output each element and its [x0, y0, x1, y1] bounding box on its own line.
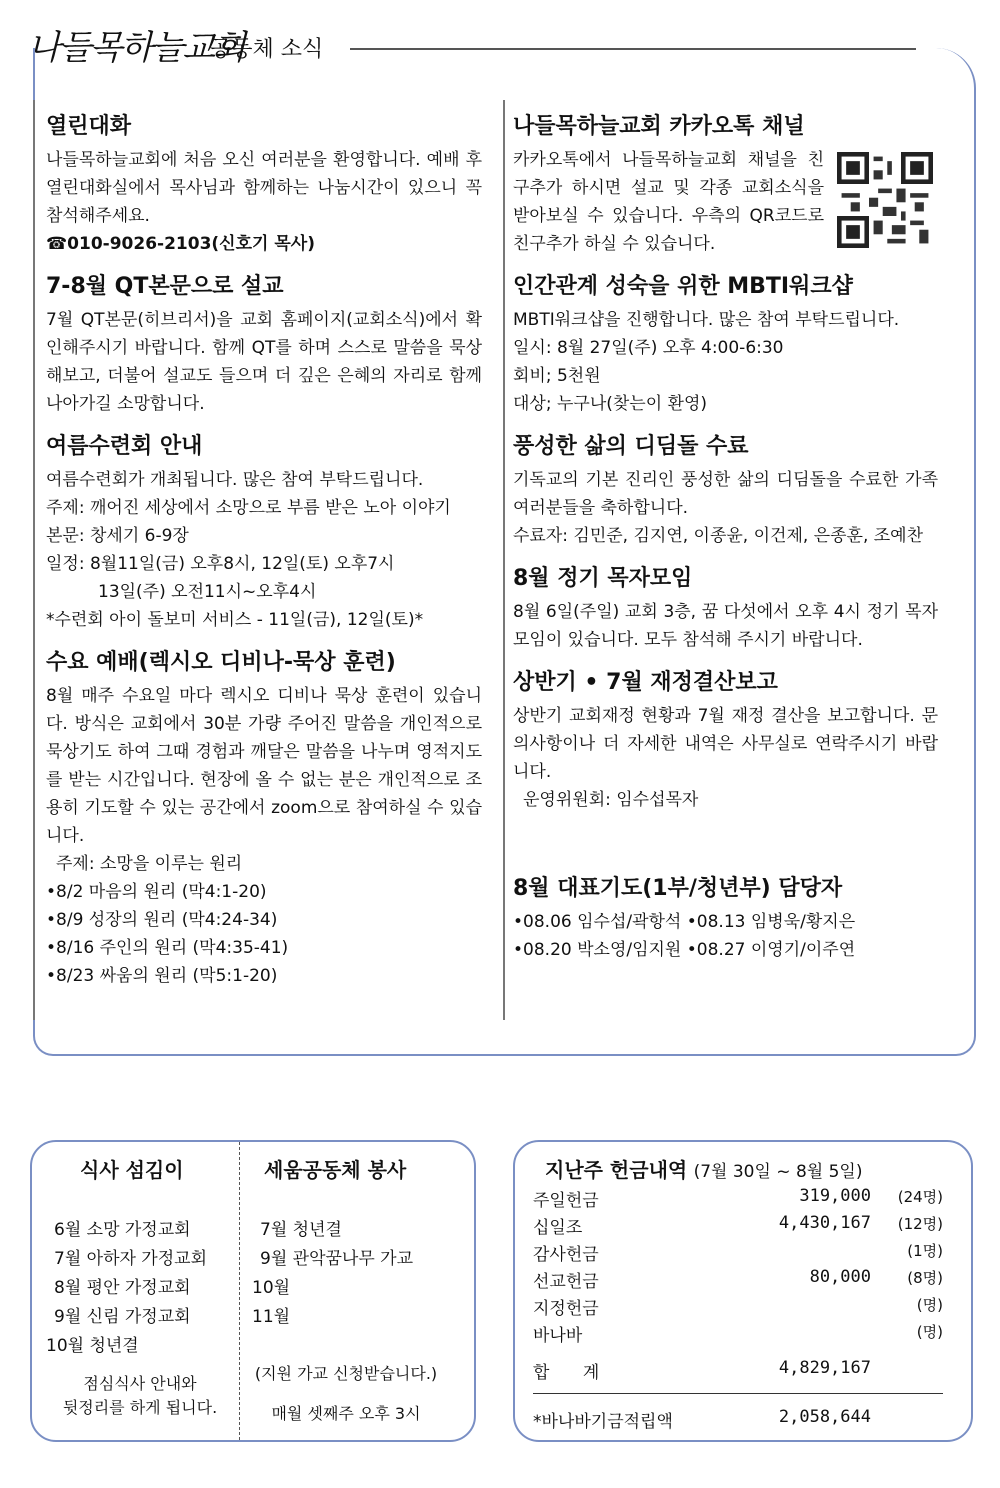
service-item: 9월 관악꿈나무 가교 [260, 1249, 413, 1269]
worship-theme: 주제: 소망을 이루는 원리 [56, 854, 243, 874]
service-item: 7월 청년결 [260, 1220, 342, 1240]
wednesday-worship-section [46, 648, 482, 990]
prayer-duty-section [513, 874, 938, 964]
offering-count: (8명) [907, 1269, 943, 1287]
worship-item: •8/9 성장의 원리 (막4:24-34) [46, 910, 278, 930]
offering-table [533, 1186, 943, 1434]
offering-row [533, 1186, 943, 1213]
retreat-line: 일정: 8월11일(금) 오후8시, 12일(토) 오후7시 [46, 554, 395, 574]
offering-row [533, 1294, 943, 1321]
mbti-body [513, 306, 938, 418]
offering-count: (24명) [897, 1188, 943, 1206]
service-title: 세움공동체 봉사 [264, 1158, 407, 1182]
kakao-channel-section [513, 112, 938, 258]
prayer-row: •08.06 임수섭/곽항석 •08.13 임병욱/황지은 [513, 912, 856, 932]
offering-label: 선교헌금 [533, 1272, 599, 1292]
church-logo: 나들목하늘교회 [28, 28, 244, 68]
open-talk-text: 나들목하늘교회에 처음 오신 여러분을 환영합니다. 예배 후 열린대화실에서 목사님과 함께하는 나눔시간이 있으니 꼭 참석해주세요. [46, 150, 482, 226]
offering-count: (1명) [907, 1242, 943, 1260]
meal-item: 10월 청년결 [46, 1336, 139, 1356]
offering-total: 4,829,167 [778, 1358, 871, 1378]
steppingstone-line: 기독교의 기본 진리인 풍성한 삶의 디딤돌을 수료한 가족 여러분들을 축하합니다. [513, 470, 938, 518]
steppingstone-line: 수료자: 김민준, 김지연, 이종윤, 이건제, 은종훈, 조예찬 [513, 526, 924, 546]
retreat-line: 여름수련회가 개최됩니다. 많은 참여 부탁드립니다. [46, 470, 424, 490]
open-talk-section [46, 112, 482, 258]
offering-row [533, 1267, 943, 1294]
qt-sermon-text: 7월 QT본문(히브리서)을 교회 홈페이지(교회소식)에서 확인해주시기 바랍니다. 함께 QT를 하며 스스로 말씀을 묵상해보고, 더불어 설교도 들으며 더 깊은 은혜의 자리로 함께 나아가길 소망합니다. [46, 310, 482, 414]
service-list [252, 1216, 413, 1332]
banaba-amount: 2,058,644 [778, 1407, 871, 1427]
offering-amount: 80,000 [809, 1267, 871, 1287]
offering-count: (명) [916, 1296, 943, 1314]
meal-item: 7월 아하자 가정교회 [54, 1249, 207, 1269]
section-body [46, 146, 482, 258]
section-title: 나들목하늘교회 카카오톡 채널 [513, 114, 805, 139]
steppingstone-body [513, 466, 938, 550]
retreat-line: 13일(주) 오전11시~오후4시 [98, 582, 317, 602]
offering-period: (7월 30일 ~ 8월 5일) [693, 1162, 863, 1182]
retreat-line: 본문: 창세기 6-9장 [46, 526, 189, 546]
contact-phone: ☎010-9026-2103(신호기 목사) [46, 234, 315, 254]
section-title: 풍성한 삶의 디딤돌 수료 [513, 434, 749, 459]
mbti-line: 대상; 누구나(찾는이 환영) [513, 394, 708, 414]
offering-box [513, 1140, 973, 1442]
offering-amount: 319,000 [799, 1186, 871, 1206]
section-title: 8월 정기 목자모임 [513, 566, 693, 591]
retreat-line: 주제: 깨어진 세상에서 소망으로 부름 받은 노아 이야기 [46, 498, 451, 518]
retreat-line: *수련회 아이 돌보미 서비스 - 11일(금), 12일(토)* [46, 610, 424, 630]
worship-item: •8/23 싸움의 원리 (막5:1-20) [46, 966, 278, 986]
steppingstone-section [513, 432, 938, 550]
meal-item: 8월 평안 가정교회 [54, 1278, 191, 1298]
service-note-2: 매월 셋째주 오후 3시 [271, 1404, 421, 1423]
mbti-line: 회비; 5천원 [513, 366, 601, 386]
summer-retreat-body [46, 466, 482, 634]
worship-item: •8/2 마음의 원리 (막4:1-20) [46, 882, 267, 902]
offering-title: 지난주 헌금내역 [545, 1158, 688, 1182]
banaba-label: *바나바기금적립액 [533, 1412, 673, 1432]
offering-count: (12명) [897, 1215, 943, 1233]
offering-label: 바나바 [533, 1326, 583, 1346]
service-note-1: (지원 가교 신청받습니다.) [254, 1364, 438, 1383]
mbti-line: 일시: 8월 27일(주) 오후 4:00-6:30 [513, 338, 784, 358]
finance-text: 상반기 교회재정 현황과 7월 재정 결산을 보고합니다. 문의사항이나 더 자세한 내역은 사무실로 연락주시기 바랍니다. [513, 706, 938, 782]
worship-item: •8/16 주인의 원리 (막4:35-41) [46, 938, 289, 958]
finance-sign: 운영위원회: 임수섭목자 [523, 790, 699, 810]
mbti-line: MBTI워크샵을 진행합니다. 많은 참여 부탁드립니다. [513, 310, 900, 330]
meal-list [46, 1216, 207, 1361]
worship-text: 8월 매주 수요일 마다 렉시오 디비나 묵상 훈련이 있습니다. 방식은 교회에서 30분 가량 주어진 말씀을 개인적으로 묵상기도 하여 그때 경험과 깨달은 말씀을 나누며 영적지도를 받는 시간입니다. 현장에 올 수 없는 분은 개인적으로 조용히 기도할 수 있는 공간에서 zoom으로 참여하실 수 있습니다. [46, 686, 482, 846]
qt-sermon-section [46, 272, 482, 418]
mbti-workshop-section [513, 272, 938, 418]
offering-label: 주일헌금 [533, 1191, 599, 1211]
prayer-row: •08.20 박소영/임지원 •08.27 이영기/이주연 [513, 940, 856, 960]
offering-label: 지정헌금 [533, 1299, 599, 1319]
section-title: 열린대화 [46, 114, 132, 139]
qr-code-icon[interactable] [832, 152, 938, 248]
left-column [46, 112, 482, 1004]
section-title: 8월 대표기도(1부/청년부) 담당자 [513, 876, 843, 901]
kakao-channel-body [513, 146, 938, 258]
offering-count: (명) [916, 1323, 943, 1341]
finance-report-body [513, 702, 938, 814]
service-item: 11월 [252, 1307, 291, 1327]
meal-note [50, 1372, 230, 1420]
section-title: 상반기 • 7월 재정결산보고 [513, 670, 778, 695]
finance-report-section [513, 668, 938, 814]
section-title: 수요 예배(렉시오 디비나-묵상 훈련) [46, 650, 396, 675]
meal-item: 9월 신림 가정교회 [54, 1307, 191, 1327]
middle-column-rule [503, 100, 505, 1020]
offering-header [545, 1154, 862, 1183]
shepherd-meeting-text: 8월 6일(주일) 교회 3층, 꿈 다섯에서 오후 4시 정기 목자 모임이 있습니다. 모두 참석해 주시기 바랍니다. [513, 602, 938, 650]
kakao-text: 카카오톡에서 나들목하늘교회 채널을 친구추가 하시면 설교 및 각종 교회소식을 받아보실 수 있습니다. 우측의 QR코드로 친구추가 하실 수 있습니다. [513, 150, 824, 254]
section-title: 인간관계 성숙을 위한 MBTI워크샵 [513, 274, 853, 299]
shepherd-meeting-section [513, 564, 938, 654]
right-column [513, 112, 938, 978]
offering-row [533, 1321, 943, 1348]
section-title: 여름수련회 안내 [46, 434, 203, 459]
summer-retreat-section [46, 432, 482, 634]
offering-divider [533, 1393, 943, 1394]
prayer-duty-body [513, 908, 938, 964]
offering-total-label: 합 계 [533, 1363, 614, 1383]
meal-note-line: 뒷정리를 하게 됩니다. [62, 1398, 218, 1417]
box-divider [239, 1142, 240, 1440]
offering-row [533, 1213, 943, 1240]
banaba-row [533, 1407, 943, 1434]
wednesday-worship-body [46, 682, 482, 990]
offering-total-row [533, 1358, 943, 1385]
service-item: 10월 [252, 1278, 291, 1298]
meal-item: 6월 소망 가정교회 [54, 1220, 191, 1240]
left-column-rule [33, 100, 35, 1020]
meal-service-box [30, 1140, 476, 1442]
offering-label: 십일조 [533, 1218, 583, 1238]
header-subtitle: 공동체 소식 [210, 37, 324, 62]
section-title: 7-8월 QT본문으로 설교 [46, 274, 284, 299]
offering-row [533, 1240, 943, 1267]
offering-amount: 4,430,167 [778, 1213, 871, 1233]
meal-title: 식사 섬김이 [80, 1158, 184, 1182]
offering-label: 감사헌금 [533, 1245, 599, 1265]
meal-note-line: 점심식사 안내와 [83, 1374, 197, 1393]
